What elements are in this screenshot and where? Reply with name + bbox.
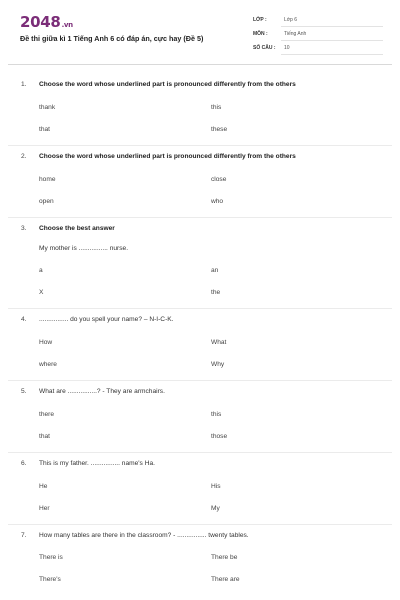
answer-option[interactable]: home (39, 176, 56, 183)
answer-option[interactable]: that (39, 126, 50, 133)
question-number: 5. (21, 388, 27, 395)
question-text: ................ do you spell your name? – N-I-C-K. (39, 316, 174, 323)
answer-option[interactable]: Why (211, 361, 225, 368)
answer-option[interactable]: His (211, 483, 221, 490)
question-text: This is my father. ................ name's Ha. (39, 460, 155, 467)
header-divider (8, 64, 392, 65)
question-text: How many tables are there in the classroom? - ................ twenty tables. (39, 532, 249, 539)
question-number: 1. (21, 81, 27, 88)
meta-value: Tiếng Anh (284, 31, 307, 37)
answer-option[interactable]: close (211, 176, 227, 183)
answer-option[interactable]: thank (39, 104, 56, 111)
question-divider (8, 524, 392, 525)
answer-option[interactable]: My (211, 505, 220, 512)
answer-option[interactable]: these (211, 126, 228, 133)
question-number: 6. (21, 460, 27, 467)
question-text: Choose the word whose underlined part is pronounced differently from the others (39, 153, 296, 160)
question-number: 4. (21, 316, 27, 323)
answer-option[interactable]: this (211, 104, 222, 111)
answer-option[interactable]: Her (39, 505, 50, 512)
question-number: 2. (21, 153, 27, 160)
answer-option[interactable]: open (39, 198, 54, 205)
document-header (0, 0, 400, 64)
answer-option[interactable]: X (39, 289, 44, 296)
question-subtext: My mother is ................ nurse. (39, 245, 129, 252)
logo-suffix: .vn (61, 21, 73, 29)
question-number: 3. (21, 225, 27, 232)
answer-option[interactable]: that (39, 433, 50, 440)
question-number: 7. (21, 532, 27, 539)
answer-option[interactable]: There are (211, 576, 240, 583)
answer-option[interactable]: He (39, 483, 48, 490)
logo-text: 2048 (20, 13, 61, 31)
page-title: Đề thi giữa kì 1 Tiếng Anh 6 có đáp án, cực hay (Đề 5) (20, 34, 204, 43)
answer-option[interactable]: where (39, 361, 57, 368)
answer-option[interactable]: There is (39, 554, 63, 561)
meta-info (253, 15, 383, 57)
answer-option[interactable]: the (211, 289, 221, 296)
question-divider (8, 380, 392, 381)
meta-value: 10 (284, 45, 290, 51)
answer-option[interactable]: a (39, 267, 43, 274)
question-divider (8, 217, 392, 218)
question-text: Choose the best answer (39, 225, 115, 232)
meta-row-count (253, 43, 383, 57)
question-divider (8, 145, 392, 146)
meta-label: MÔN : (253, 31, 268, 37)
meta-row-class (253, 15, 383, 29)
answer-option[interactable]: there (39, 411, 55, 418)
answer-option[interactable]: an (211, 267, 219, 274)
question-divider (8, 452, 392, 453)
answer-option[interactable]: those (211, 433, 228, 440)
answer-option[interactable]: There be (211, 554, 238, 561)
meta-label: LỚP : (253, 17, 267, 23)
meta-label: SỐ CÂU : (253, 45, 276, 51)
answer-option[interactable]: this (211, 411, 222, 418)
answer-option[interactable]: who (211, 198, 224, 205)
question-text: What are ................? - They are armchairs. (39, 388, 165, 395)
answer-option[interactable]: There's (39, 576, 61, 583)
answer-option[interactable]: What (211, 339, 227, 346)
question-divider (8, 308, 392, 309)
meta-value: Lớp 6 (284, 17, 298, 23)
question-text: Choose the word whose underlined part is pronounced differently from the others (39, 81, 296, 88)
answer-option[interactable]: How (39, 339, 53, 346)
site-logo[interactable] (20, 13, 73, 31)
meta-row-subject (253, 29, 383, 43)
